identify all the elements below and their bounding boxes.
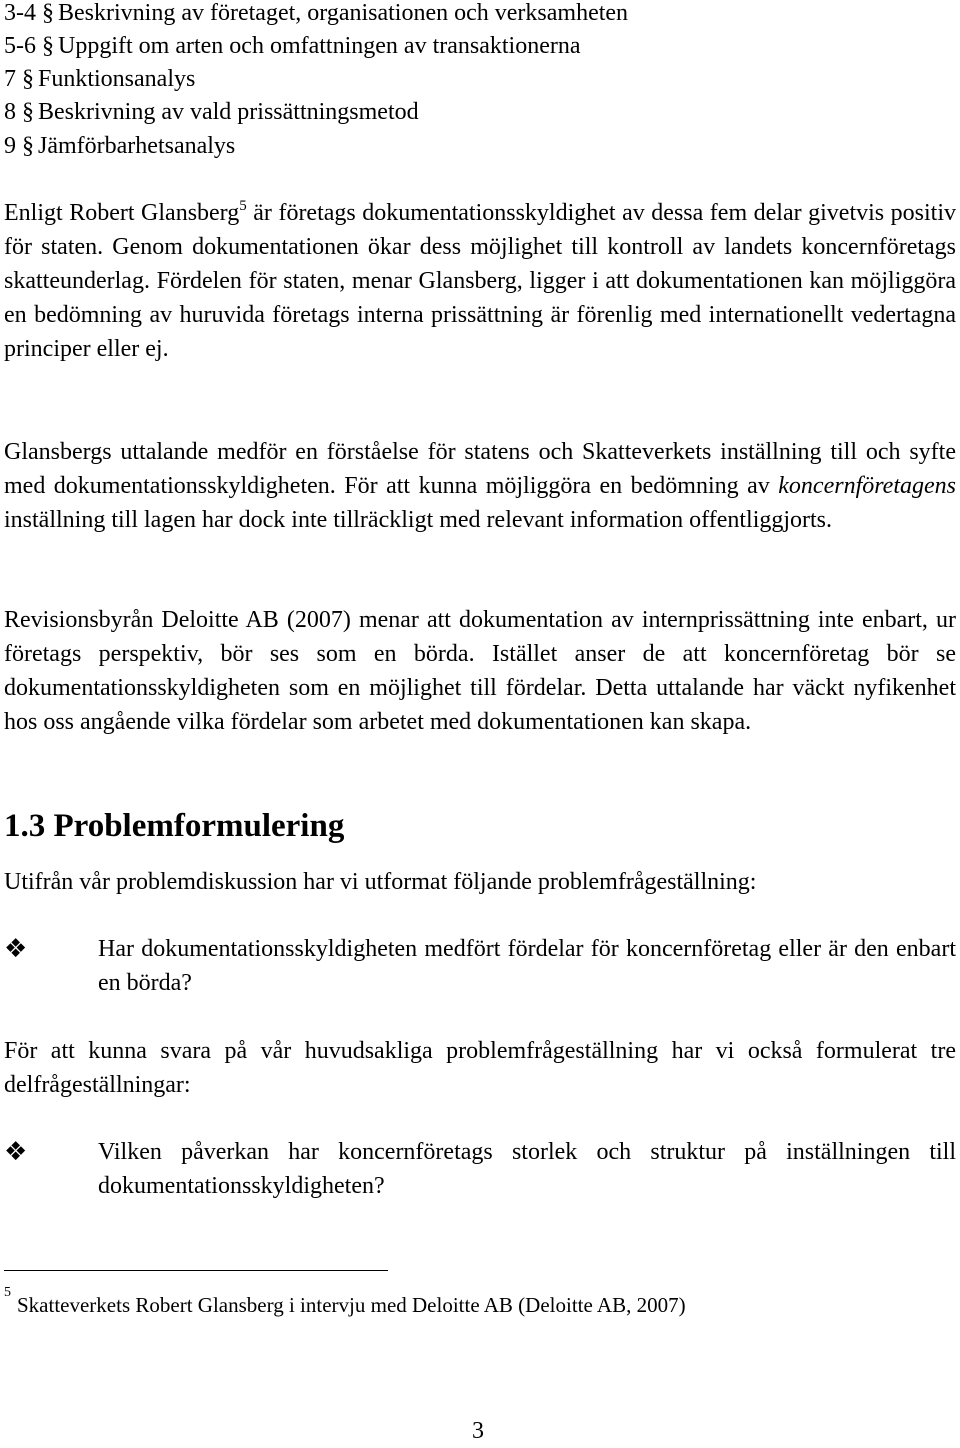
intro-text: Utifrån vår problemdiskussion har vi utformat följande problemfrågeställning: — [4, 869, 757, 895]
body-paragraph: Revisionsbyrån Deloitte AB (2007) menar att dokumentation av internprissättning inte enbart, ur företags perspektiv, bör ses som en börda. Istället anser de att koncernföretag bör se dokumentationsskyldigheten som en möjlighet till fördelar. Detta uttalande har väckt nyfikenhet hos oss angående vilka fördelar som arbetet med dokumentationen kan skapa. — [4, 607, 956, 735]
list-item-number: 9 — [4, 133, 16, 159]
list-item-text: Funktionsanalys — [38, 66, 196, 92]
list-item-number: 8 — [4, 99, 16, 125]
footnote-marker: 5 — [4, 1285, 11, 1300]
footnote-reference[interactable]: 5 — [239, 198, 247, 214]
list-item — [4, 0, 628, 30]
footnote-divider — [4, 1270, 388, 1271]
list-item-number: 3-4 — [4, 0, 36, 26]
list-item — [4, 96, 419, 129]
sub-intro-text: För att kunna svara på vår huvudsakliga problemfrågeställning har vi också formulerat tre delfrågeställningar: — [4, 1038, 956, 1098]
main-question: Har dokumentationsskyldigheten medfört fördelar för koncernföretag eller är den enbart en börda? — [98, 936, 956, 996]
body-paragraph — [4, 196, 956, 366]
section-sign-icon: § — [42, 0, 54, 26]
sub-question: Vilken påverkan har koncernföretags storlek och struktur på inställningen till dokumentationsskyldigheten? — [98, 1139, 956, 1199]
page-number: 3 — [472, 1418, 484, 1444]
section-sign-icon: § — [22, 99, 34, 125]
paragraph-text: är företags dokumentationsskyldighet av dessa fem delar givetvis positiv för staten. Genom dokumentationen ökar dess möjlighet till kontroll av landets koncernföretags skatteunderlag. Fördelen för staten, menar Glansberg, ligger i att dokumentationen kan möjliggöra en bedömning av huruvida företags interna prissättning är förenlig med internationellt vedertagna principer eller ej. — [4, 200, 957, 362]
section-sign-icon: § — [22, 66, 34, 92]
section-sign-icon: § — [42, 33, 54, 59]
paragraph-text: Enligt Robert Glansberg — [4, 200, 240, 226]
section-sign-icon: § — [22, 133, 34, 159]
list-item — [4, 30, 581, 63]
list-item — [4, 130, 235, 163]
list-item-text: Beskrivning av företaget, organisationen och verksamheten — [58, 0, 629, 26]
section-heading: 1.3 Problemformulering — [4, 808, 345, 844]
diamond-bullet-icon: ❖ — [4, 1137, 28, 1167]
paragraph-text: Glansbergs uttalande medför en förståelse för statens och Skatteverkets inställning till och syfte med dokumentationsskyldigheten. För att kunna möjliggöra en bedömning av — [4, 439, 956, 499]
list-item-text: Uppgift om arten och omfattningen av transaktionerna — [58, 33, 581, 59]
list-item-text: Beskrivning av vald prissättningsmetod — [38, 99, 419, 125]
list-item-number: 7 — [4, 66, 16, 92]
list-item-text: Jämförbarhetsanalys — [38, 133, 236, 159]
footnote — [4, 1285, 686, 1320]
footnote-text: Skatteverkets Robert Glansberg i intervju med Deloitte AB (Deloitte AB, 2007) — [17, 1293, 686, 1317]
diamond-bullet-icon: ❖ — [4, 934, 28, 964]
list-item-number: 5-6 — [4, 33, 36, 59]
italic-term: koncernföretagens — [778, 473, 956, 499]
list-item — [4, 63, 195, 96]
paragraph-text: inställning till lagen har dock inte tillräckligt med relevant information offentliggjorts. — [4, 507, 833, 533]
body-paragraph — [4, 435, 956, 537]
